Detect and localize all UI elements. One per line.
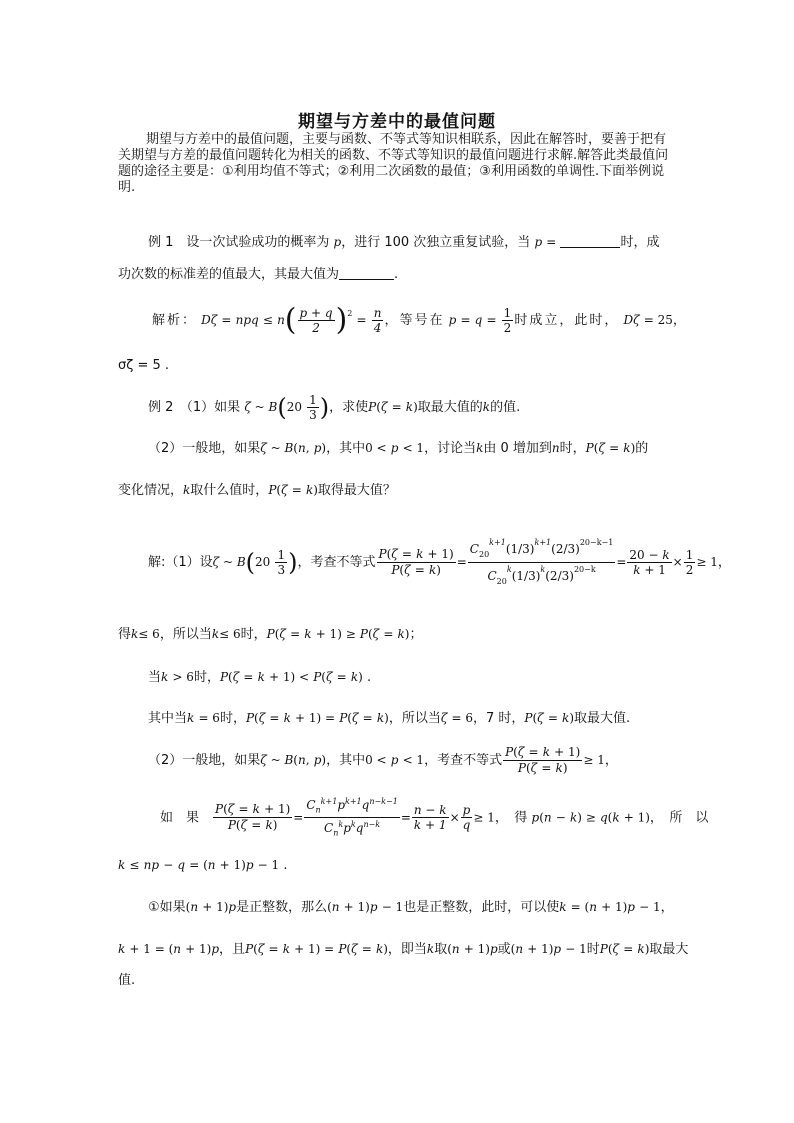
solution-1-line-2: σζ = 5 . bbox=[118, 358, 170, 373]
case-1-line-2: k + 1 = (n + 1)p，且P(ζ = k + 1) = P(ζ = k)，即当k取(n + 1)p或(n + 1)p − 1时P(ζ = k)取最大 bbox=[118, 942, 689, 957]
solution-2-part-2: （2）一般地，如果ζ ~ B(n, p)，其中0 < p < 1，考查不等式 $\frac{P(\zeta = k + 1)}{P(\zeta = k)}$ ≥ 1， bbox=[148, 745, 618, 775]
solution-2-part-2-line-2: 如 果 $\frac{P(\zeta = k + 1)}{P(\zeta = k)}$ = $\frac{C_n^{k+1}p^{k+1}q^{n-k-1}}{C_n^kp^kq^{n-k}}$ = $\frac{n - k}{k + 1}$ × $\frac{p}{q}$ ≥ 1， 得 p(n − k) ≥ q(k + 1)， 所 以 bbox=[160, 797, 709, 838]
example-2-part-2: （2）一般地，如果ζ ~ B(n, p)，其中0 < p < 1，讨论当k由 0 增加到n时，P(ζ = k)的 bbox=[148, 441, 649, 456]
case-1-line-3: 值. bbox=[118, 973, 136, 988]
case-1-line-1: ①如果(n + 1)p是正整数，那么(n + 1)p − 1也是正整数，此时，可以使k = (n + 1)p − 1， bbox=[148, 900, 674, 915]
intro-paragraph: 期望与方差中的最值问题，主要与函数、不等式等知识相联系，因此在解答时，要善于把有关期望与方差的最值问题转化为相关的函数、不等式等知识的最值问题进行求解.解答此类最值问题的途径主要是：①利用均值不等式；②利用二次函数的最值；③利用函数的单调性.下面举例说明. bbox=[118, 132, 669, 195]
example-1-line-1: 例 1 设一次试验成功的概率为 p，进行 100 次独立重复试验，当 p = 时，成 bbox=[148, 235, 660, 250]
page-title: 期望与方差中的最值问题 bbox=[298, 112, 496, 132]
solution-2-part-2-line-3: k ≤ np − q = (n + 1)p − 1 . bbox=[118, 858, 288, 873]
example-2-part-1: 例 2 （1）如果 ζ ~ B(20 $\frac{1}{3}$ )，求使P(ζ = k)取最大值的k的值. bbox=[148, 393, 521, 422]
solution-2-line-4: 其中当k = 6时，P(ζ = k + 1) = P(ζ = k)，所以当ζ = 6，7 时，P(ζ = k)取最大值. bbox=[148, 711, 631, 726]
solution-2-line-2: 得k≤ 6，所以当k≤ 6时，P(ζ = k + 1) ≥ P(ζ = k)； bbox=[118, 627, 423, 642]
solution-2-line-3: 当k > 6时，P(ζ = k + 1) < P(ζ = k) . bbox=[148, 670, 372, 685]
solution-1-line-1: 解析： Dζ = npq ≤ n( $\frac{p + q}{2}$ )$^2$ = $\frac{n}{4}$ ，等号在 p = q = $\frac{1}{2}$ 时成立，此时， Dζ = 25， bbox=[152, 302, 686, 338]
example-2-part-2-cont: 变化情况，k取什么值时，P(ζ = k)取得最大值？ bbox=[118, 483, 396, 498]
example-1-line-2: 功次数的标准差的值最大，其最大值为 . bbox=[118, 267, 399, 282]
solution-2-line-1: 解:（1）设ζ ~ B(20 $\frac{1}{3}$ )，考查不等式 $\frac{P(\zeta = k + 1)}{P(\zeta = k)}$ = $\frac{C_{20}^{k+1}(1/3)^{k+1}(2/3)^{20-k-1}}{C_{20}^k(1/3)^k(2/3)^{20-k}}$ = $\frac{20 - k}{k + 1}$ × $\frac{1}{2}$ ≥ 1， bbox=[148, 538, 731, 586]
